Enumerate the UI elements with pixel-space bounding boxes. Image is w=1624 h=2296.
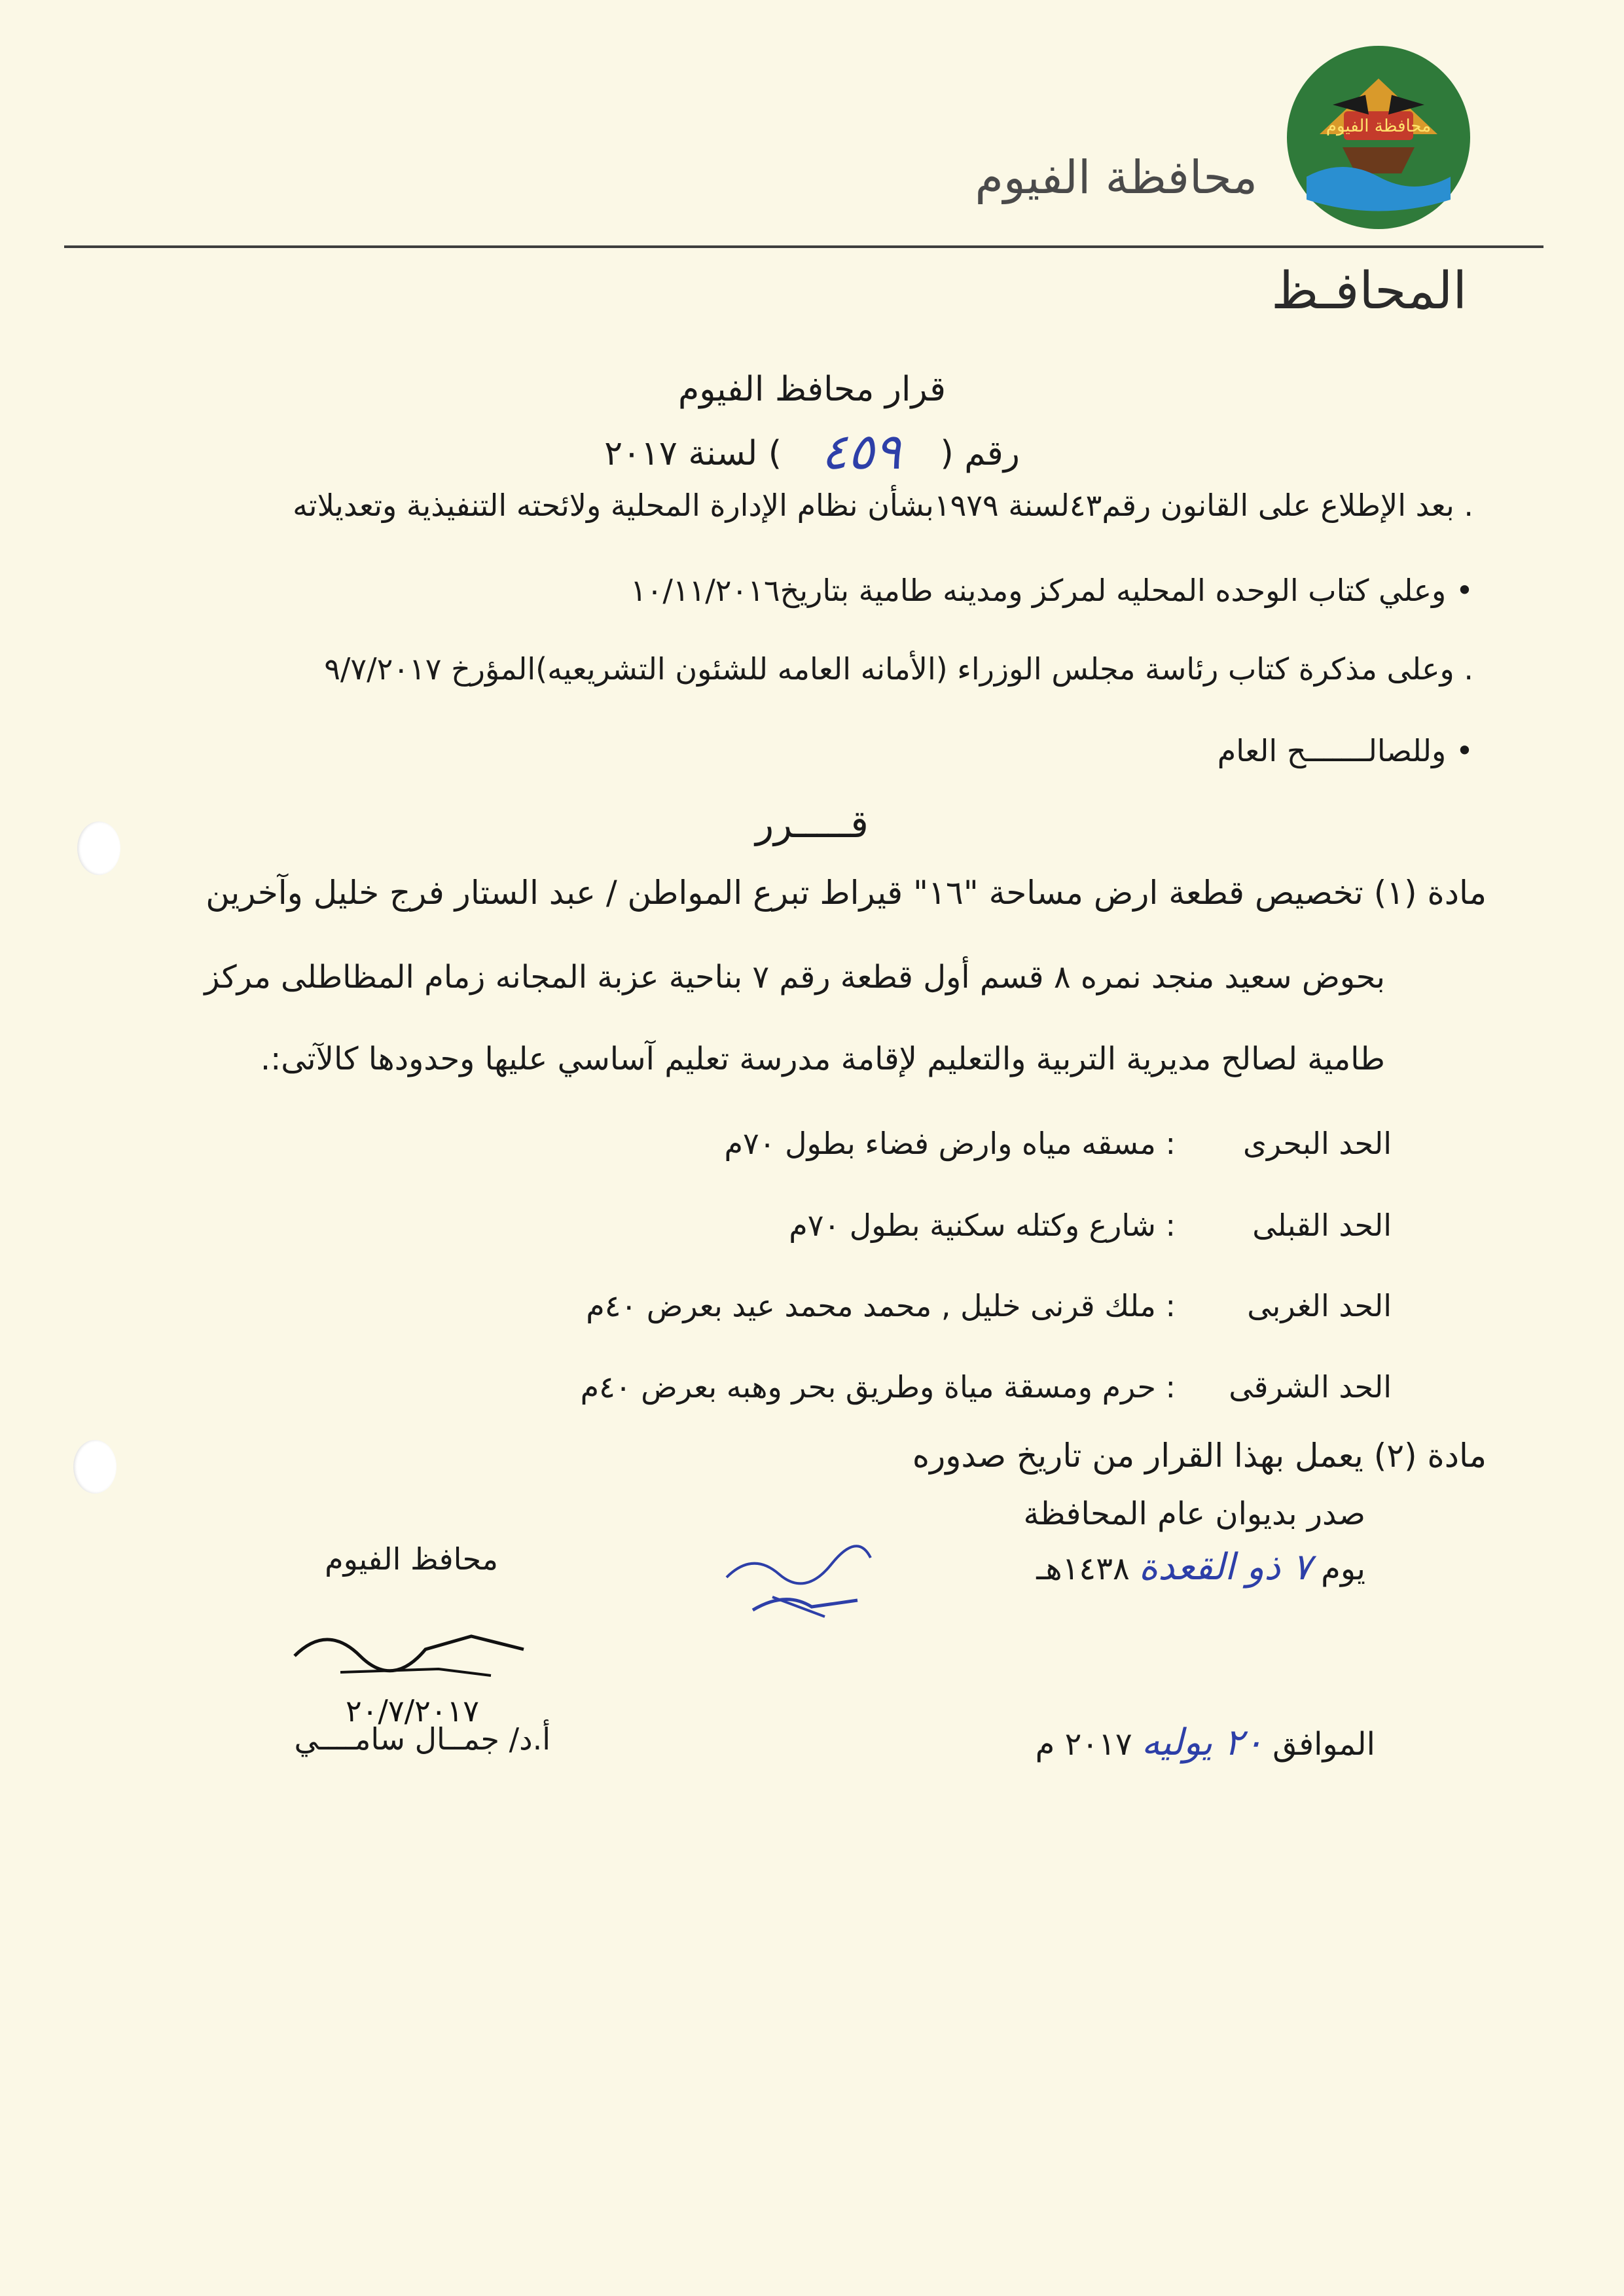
preamble-law: . بعد الإطلاع على القانون رقم٤٣لسنة ١٩٧٩بشأن نظام الإدارة المحلية ولائحته التنفيذية وتعديلاته	[293, 488, 1473, 523]
punch-hole-lower	[73, 1440, 117, 1494]
border-label: الحد الشرقى	[1229, 1369, 1392, 1405]
decision-number-label: رقم (	[940, 434, 1020, 473]
issued-line: صدر بديوان عام المحافظة	[1023, 1496, 1365, 1532]
signature-date: ٢٠/٧/٢٠١٧	[346, 1693, 479, 1729]
gregorian-year: ٢٠١٧ م	[1035, 1726, 1132, 1763]
article-2: مادة (٢) يعمل بهذا القرار من تاريخ صدوره	[912, 1437, 1487, 1475]
border-value: : مسقه مياه وارض فضاء بطول ٧٠م	[724, 1126, 1176, 1161]
border-value: : ملك قرنى خليل , محمد محمد عيد بعرض ٤٠م	[586, 1288, 1176, 1323]
border-value: : حرم ومسقة مياة وطريق بحر وهبه بعرض ٤٠م	[580, 1369, 1176, 1405]
border-label: الحد القبلى	[1252, 1208, 1392, 1243]
decision-title: قرار محافظ الفيوم	[678, 370, 946, 409]
governorate-name: محافظة الفيوم	[975, 151, 1257, 204]
border-west	[586, 1288, 1392, 1323]
issued-hijri-date	[1036, 1546, 1365, 1588]
reviewer-initials	[713, 1538, 884, 1636]
preamble-cabinet-memo: . وعلى مذكرة كتاب رئاسة مجلس الوزراء (الأمانه العامه للشئون التشريعيه)المؤرخ ٩/٧/٢٠١٧	[324, 651, 1473, 687]
hijri-year: ١٤٣٨هـ	[1036, 1551, 1130, 1587]
border-north	[725, 1126, 1392, 1161]
decision-number	[0, 422, 1624, 480]
issued-day-label: يوم	[1321, 1551, 1365, 1587]
border-east	[581, 1369, 1392, 1405]
border-label: الحد الغربى	[1247, 1288, 1392, 1323]
logo-text: محافظة الفيوم	[1326, 117, 1432, 136]
article-1-line-1: مادة (١) تخصيص قطعة ارض مساحة "١٦" قيراط تبرع المواطن / عبد الستار فرج خليل وآخرين	[206, 874, 1487, 912]
border-value: : شارع وكتله سكنية بطول ٧٠م	[789, 1208, 1176, 1243]
decision-year: ) لسنة ٢٠١٧	[604, 434, 782, 473]
preamble-local-unit: • وعلي كتاب الوحده المحليه لمركز ومدينه طامية بتاريخ١٠/١١/٢٠١٦	[630, 573, 1473, 608]
article-1-line-2: بحوض سعيد منجد نمره ٨ قسم أول قطعة رقم ٧ بناحية عزبة المجانه زمام المظاطلى مركز	[204, 959, 1385, 996]
corresponding-label: الموافق	[1272, 1726, 1375, 1763]
punch-hole-upper	[77, 821, 120, 875]
hijri-handwritten: ٧ ذو القعدة	[1138, 1546, 1312, 1588]
signatory-name: أ.د/ جمــال سامــــي	[294, 1721, 550, 1757]
governorate-logo	[1284, 43, 1473, 232]
signatory-title: محافظ الفيوم	[325, 1541, 498, 1577]
decided-heading: قـــــرر	[755, 802, 869, 846]
article-1-line-3: طامية لصالح مديرية التربية والتعليم لإقامة مدرسة تعليم آساسي عليها وحدودها كالآتى:.	[260, 1041, 1385, 1077]
border-label: الحد البحرى	[1242, 1126, 1392, 1161]
decision-number-handwritten: ٤٥٩	[821, 422, 901, 480]
preamble-public-interest: • وللصالـــــــح العام	[1217, 733, 1473, 768]
issued-gregorian-date	[1036, 1721, 1375, 1764]
office-title: المحافـظ	[1271, 262, 1467, 321]
gregorian-handwritten: ٢٠ يوليه	[1141, 1721, 1264, 1764]
border-south	[789, 1208, 1392, 1243]
header-divider	[64, 245, 1543, 248]
